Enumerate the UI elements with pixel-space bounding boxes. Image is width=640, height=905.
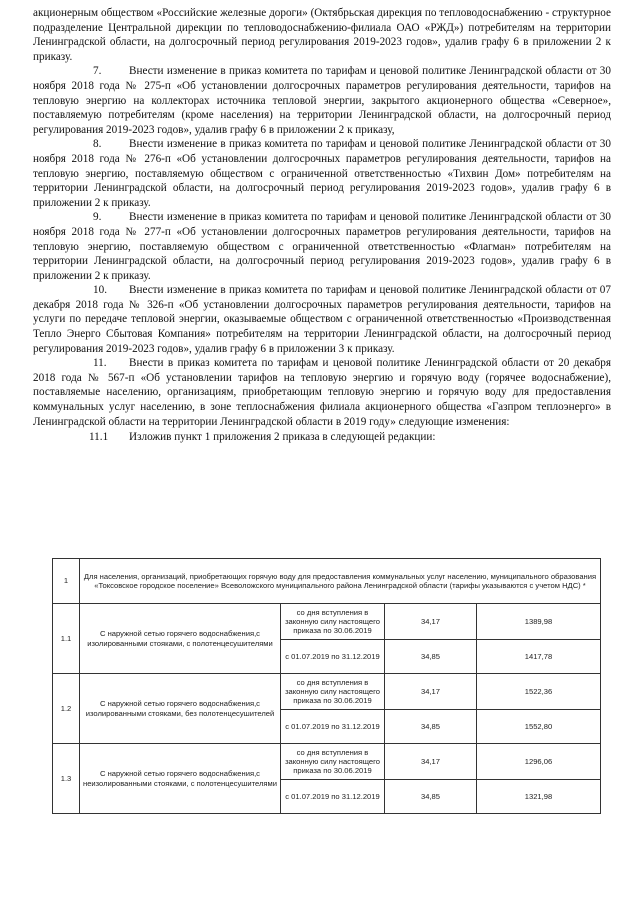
period-cell: со дня вступления в законную силу настоящего приказа по 30.06.2019 bbox=[281, 604, 385, 640]
paragraph-continuation: акционерным обществом «Российские железные дороги» (Октябрьская дирекция по тепловодоснабжению - структурное подразделение Центральной дирекции по тепловодоснабжению-филиала ОАО «РЖД») потребителям на территории Ленинградской области, на долгосрочный период регулирования 2019-2023 годов», удалив графу 6 в приложении 2 к приказу. bbox=[33, 7, 611, 63]
tariff-value-cell: 1552,80 bbox=[477, 710, 601, 744]
paragraph-7 bbox=[33, 64, 611, 137]
paragraph-text: Внести изменение в приказ комитета по тарифам и ценовой политике Ленинградской области от 07 декабря 2018 года № 326-п «Об установлении долгосрочных параметров регулирования деятельности, тарифов на услуги по передаче тепловой энергии, оказываемые обществом с ограниченной ответственностью «Производственная Тепло Энерго Сбытовая Компания» потребителям на территории Ленинградской области, на долгосрочный период регулирования 2019-2023 годов», удалив графу 6 в приложении 3 к приказу. bbox=[33, 284, 611, 355]
tariff-value-cell: 1389,98 bbox=[477, 604, 601, 640]
paragraph-number: 8. bbox=[93, 138, 102, 151]
consumer-cell: С наружной сетью горячего водоснабжения,с неизолированными стояками, с полотенцесушителями bbox=[80, 744, 281, 814]
period-cell: с 01.07.2019 по 31.12.2019 bbox=[281, 780, 385, 814]
table-row bbox=[53, 744, 601, 780]
tariff-value-cell: 34,17 bbox=[385, 744, 477, 780]
paragraph-text: Внести в приказ комитета по тарифам и ценовой политике Ленинградской области от 20 декабря 2018 года № 567-п «Об установлении тарифов на тепловую энергию и горячую воду (горячее водоснабжение), поставляемые населению, организациям, приобретающим тепловую энергию и горячую воду для предоставления коммунальных услуг населению, в зоне теплоснабжения филиала акционерного общества «Газпром теплоэнерго» в Ленинградской области на территории Ленинградской области в 2019 году» следующие изменения: bbox=[33, 357, 611, 428]
table-row bbox=[53, 674, 601, 710]
paragraph-number: 9. bbox=[93, 211, 102, 224]
paragraph-text: Внести изменение в приказ комитета по тарифам и ценовой политике Ленинградской области от 30 ноября 2018 года № 277-п «Об установлении долгосрочных параметров регулирования деятельности, тарифов на тепловую энергию, поставляемую обществом с ограниченной ответственностью «Флагман» потребителям на территории Ленинградской области, на долгосрочный период регулирования 2019-2023 годов», удалив графу 6 в приложении 2 к приказу. bbox=[33, 211, 611, 282]
paragraph-11 bbox=[33, 356, 611, 429]
subpoint-11-1 bbox=[33, 430, 611, 445]
tariff-value-cell: 1522,36 bbox=[477, 674, 601, 710]
consumer-cell: С наружной сетью горячего водоснабжения,с изолированными стояками, с полотенцесушителями bbox=[80, 604, 281, 674]
row-number-cell: 1.3 bbox=[53, 744, 80, 814]
table-row bbox=[53, 604, 601, 640]
tariff-value-cell: 34,85 bbox=[385, 710, 477, 744]
tariff-table bbox=[52, 558, 601, 814]
table-header-row bbox=[53, 559, 601, 604]
period-cell: с 01.07.2019 по 31.12.2019 bbox=[281, 710, 385, 744]
tariff-value-cell: 34,17 bbox=[385, 674, 477, 710]
paragraph-8 bbox=[33, 137, 611, 210]
row-number-cell: 1.2 bbox=[53, 674, 80, 744]
paragraph-10 bbox=[33, 283, 611, 356]
consumer-cell: С наружной сетью горячего водоснабжения,с изолированными стояками, без полотенцесушителей bbox=[80, 674, 281, 744]
paragraph-number: 7. bbox=[93, 65, 102, 78]
subpoint-number: 11.1 bbox=[89, 431, 109, 444]
tariff-value-cell: 34,17 bbox=[385, 604, 477, 640]
paragraph-9 bbox=[33, 210, 611, 283]
period-cell: с 01.07.2019 по 31.12.2019 bbox=[281, 640, 385, 674]
paragraph-number: 10. bbox=[93, 284, 107, 297]
period-cell: со дня вступления в законную силу настоящего приказа по 30.06.2019 bbox=[281, 744, 385, 780]
subpoint-text: Изложив пункт 1 приложения 2 приказа в следующей редакции: bbox=[129, 431, 436, 444]
period-cell: со дня вступления в законную силу настоящего приказа по 30.06.2019 bbox=[281, 674, 385, 710]
header-number-cell: 1 bbox=[53, 559, 80, 604]
paragraph-text: Внести изменение в приказ комитета по тарифам и ценовой политике Ленинградской области от 30 ноября 2018 года № 275-п «Об установлении долгосрочных параметров регулирования деятельности, тарифов на тепловую энергию на коллекторах источника тепловой энергии, закрытого акционерного общества «Северное», поставляемую потребителям (кроме населения) на территории Ленинградской области, на долгосрочный период регулирования 2019-2023 годов», удалив графу 6 в приложении 2 к приказу, bbox=[33, 65, 611, 136]
document-body bbox=[33, 6, 611, 445]
paragraph-text: Внести изменение в приказ комитета по тарифам и ценовой политике Ленинградской области от 30 ноября 2018 года № 276-п «Об установлении долгосрочных параметров регулирования деятельности, тарифов на тепловую энергию, поставляемую обществом с ограниченной ответственностью «Тихвин Дом» потребителям на территории Ленинградской области, на долгосрочный период регулирования 2019-2023 годов», удалив графу 6 в приложении 2 к приказу. bbox=[33, 138, 611, 209]
tariff-value-cell: 1417,78 bbox=[477, 640, 601, 674]
tariff-value-cell: 1296,06 bbox=[477, 744, 601, 780]
header-description-cell: Для населения, организаций, приобретающих горячую воду для предоставления коммунальных услуг населению, муниципального образования «Токсовское городское поселение» Всеволожского муниципального района Ленинградской области (тарифы указываются с учетом НДС) * bbox=[80, 559, 601, 604]
tariff-value-cell: 1321,98 bbox=[477, 780, 601, 814]
tariff-value-cell: 34,85 bbox=[385, 640, 477, 674]
paragraph-number: 11. bbox=[93, 357, 107, 370]
tariff-value-cell: 34,85 bbox=[385, 780, 477, 814]
row-number-cell: 1.1 bbox=[53, 604, 80, 674]
